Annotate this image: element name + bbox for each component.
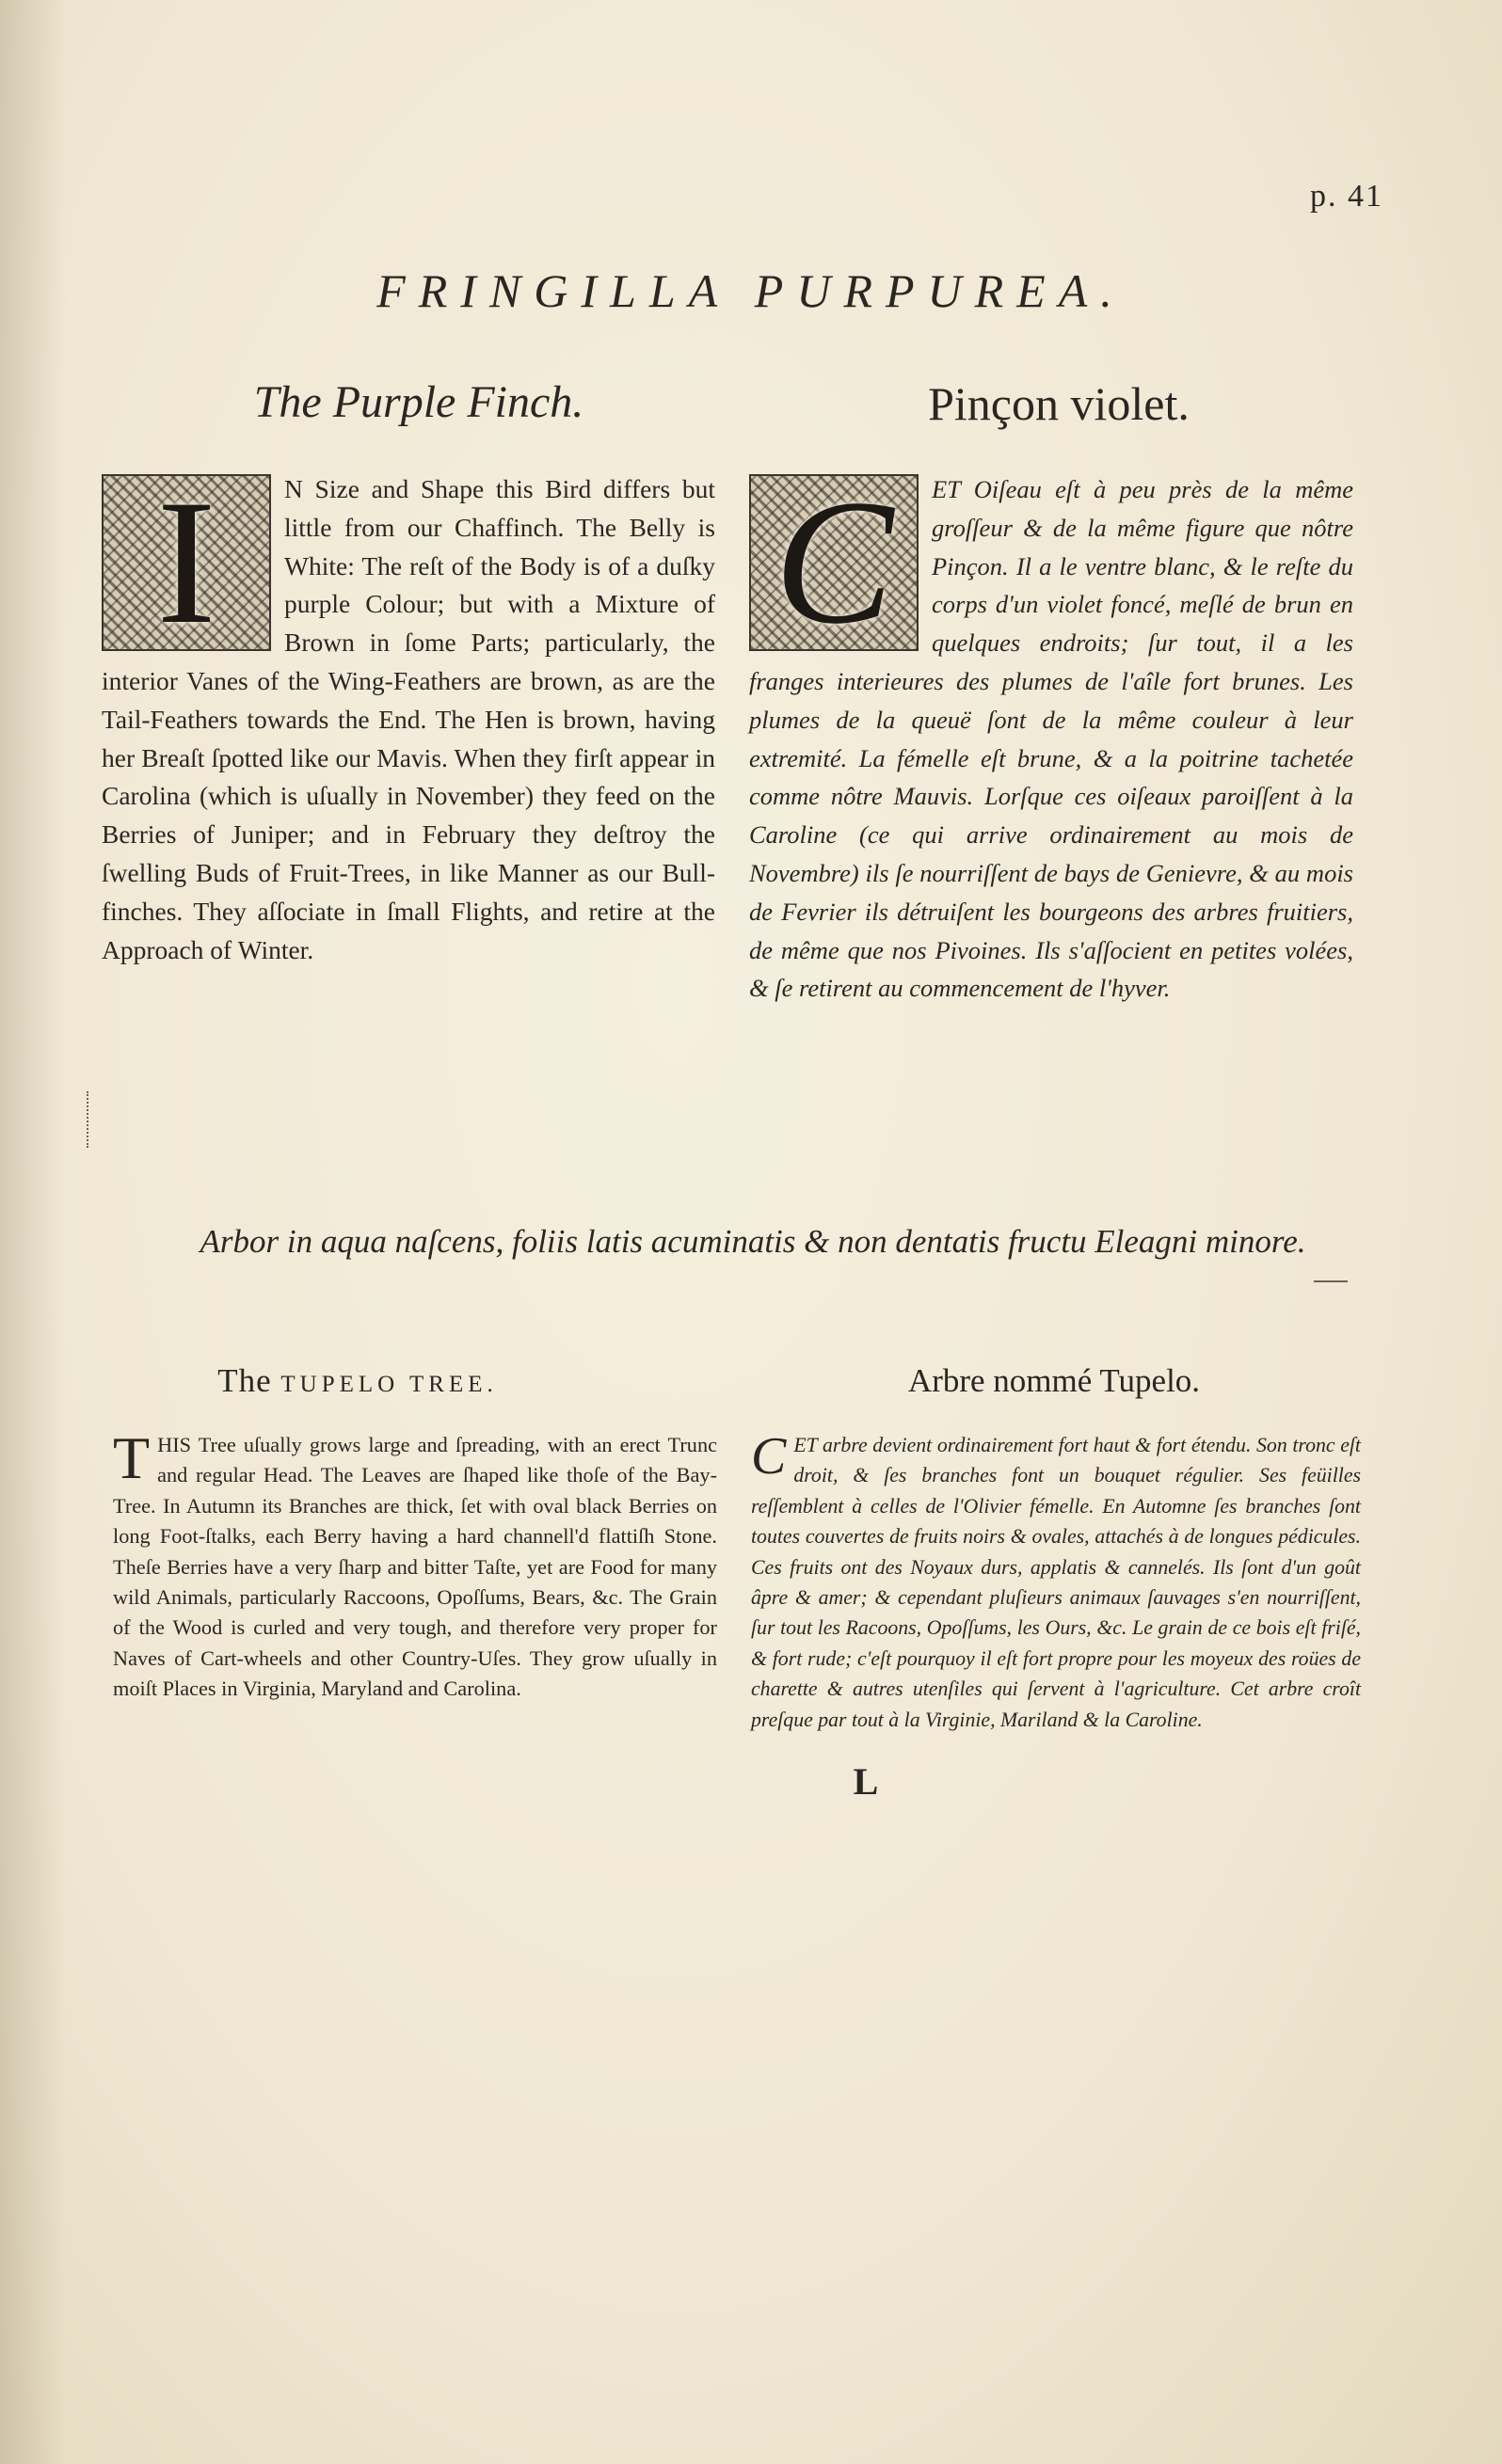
tupelo-heading-english bbox=[113, 1362, 602, 1400]
finch-heading-english: The Purple Finch. bbox=[253, 377, 584, 427]
finch-paragraph-english: N Size and Shape this Bird differs but little from our Chaffinch. The Belly is White: The reſt of the Body is of a duſky purple Colour; but with a Mixture of Brown in ſome Parts; particularly, the interior Vanes of the Wing-Feathers are brown, as are the Tail-Feathers towards the End. The Hen is brown, having her Breaſt ſpotted like our Mavis. When they firſt appear in Carolina (which is uſually in November) they feed on the Berries of Juniper; and in February they deſtroy the ſwelling Buds of Fruit-Trees, in like Manner as our Bull-finches. They aſſociate in ſmall Flights, and retire at the Approach of Winter. bbox=[102, 474, 715, 964]
dropcap-letter: I bbox=[156, 474, 216, 651]
margin-mark bbox=[87, 1091, 90, 1148]
finch-paragraph-french: ET Oiſeau eſt à peu près de la même groſſeur & de la même figure que nôtre Pinçon. Il a le ventre blanc, & le reſte du corps d'un violet foncé, meſlé de brun en quelques endroits; ſur tout, il a les franges interieures des plumes de l'aîle fort brunes. Les plumes de la queuë ſont de la même couleur à leur extremité. La fémelle eſt brune, & a la poitrine tachetée comme nôtre Mauvis. Lorſque ces oiſeaux paroiſſent à la Caroline (ce qui arrive ordinairement au mois de Novembre) ils ſe nourriſſent de bays de Genievre, & au mois de Fevrier ils détruiſent les bourgeons des arbres fruitiers, de même que nos Pivoines. Ils s'aſſocient en petites volées, & ſe retirent au commencement de l'hyver. bbox=[749, 475, 1353, 1003]
plant-latin-name: Arbor in aqua naſcens, foliis latis acuminatis & non dentatis fructu Eleagni minore. bbox=[200, 1223, 1306, 1260]
initial-capital: T bbox=[113, 1424, 151, 1491]
tupelo-text-french bbox=[751, 1427, 1361, 1735]
ornamental-dropcap-fr bbox=[749, 474, 919, 651]
page-number: p. 41 bbox=[1310, 179, 1383, 214]
dropcap-letter: C bbox=[774, 474, 894, 651]
tupelo-text-english bbox=[113, 1424, 717, 1705]
signature-mark: L bbox=[853, 1760, 879, 1803]
initial-capital: C bbox=[751, 1427, 787, 1486]
tupelo-paragraph-english: HIS Tree uſually grows large and ſpreading, with an erect Trunc and regular Head. The Leaves are ſhaped like thoſe of the Bay-Tree. In Autumn its Branches are thick, ſet with oval black Berries on long Foot-ſtalks, each Berry having a hard channell'd flattiſh Stone. Theſe Berries have a very ſharp and bitter Taſte, yet are Food for many wild Animals, particularly Raccoons, Opoſſums, Bears, &c. The Grain of the Wood is curled and very tough, and therefore very proper for Naves of Cart-wheels and other Country-Uſes. They grow uſually in moiſt Places in Virginia, Maryland and Carolina. bbox=[113, 1433, 717, 1701]
heading-article: The bbox=[217, 1362, 272, 1399]
finch-heading-french: Pinçon violet. bbox=[928, 377, 1190, 430]
page-gutter-shadow bbox=[0, 0, 66, 2464]
flourish-mark bbox=[1314, 1280, 1348, 1282]
heading-tree-name: TUPELO TREE. bbox=[280, 1372, 498, 1397]
ornamental-dropcap-en bbox=[102, 474, 271, 651]
page-title: FRINGILLA PURPUREA. bbox=[376, 264, 1126, 317]
tupelo-heading-french: Arbre nommé Tupelo. bbox=[907, 1362, 1201, 1399]
finch-text-french bbox=[749, 470, 1353, 1008]
finch-text-english bbox=[102, 470, 715, 969]
tupelo-paragraph-french: ET arbre devient ordinairement fort haut & fort étendu. Son tronc eſt droit, & ſes branches font un bouquet régulier. Ses feüilles reſſemblent à celles de l'Olivier fémelle. En Automne ſes branches ſont toutes couvertes de fruits noirs & ovales, attachés à de longues pédicules. Ces fruits ont des Noyaux durs, applatis & cannelés. Ils ſont d'un goût âpre & amer; & cependant pluſieurs animaux ſauvages s'en nourriſſent, ſur tout les Racoons, Opoſſums, les Ours, &c. Le grain de ce bois eſt friſé, & fort rude; c'eſt pourquoy il eſt fort propre pour les moyeux des roües de charette & autres utenſiles qui ſervent à l'agriculture. Cet arbre croît preſque par tout à la Virginie, Mariland & la Caroline. bbox=[751, 1434, 1361, 1731]
